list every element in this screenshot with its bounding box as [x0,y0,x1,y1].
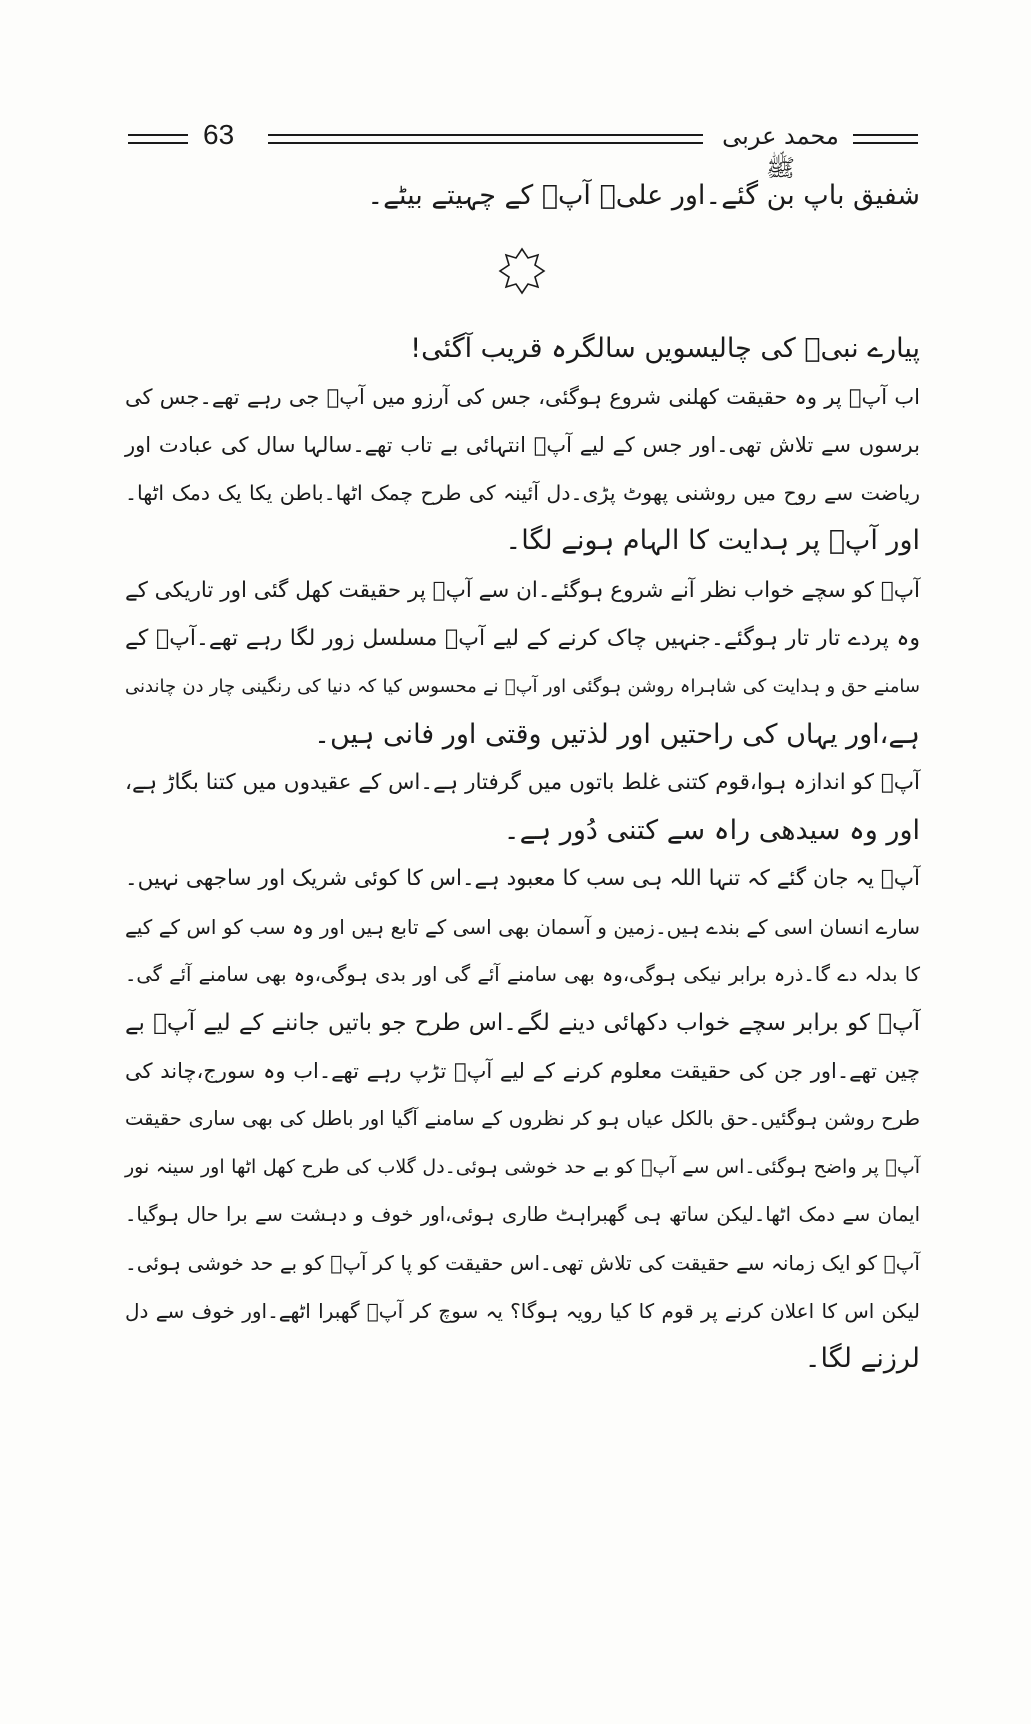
text-line: اور آپؐ پر ہدایت کا الہام ہونے لگا۔ [505,525,920,556]
text-line: آپؐ یہ جان گئے کہ تنہا اللہ ہی سب کا معبود ہے۔اس کا کوئی شریک اور ساجھی نہیں۔ [125,866,920,891]
running-title: محمد عربی ﷺ [722,122,839,182]
text-line: وہ پردے تار تار ہوگئے۔جنہیں چاک کرنے کے لیے آپؐ مسلسل زور لگا رہے تھے۔آپؐ کے [125,626,920,651]
text-line: لیکن اس کا اعلان کرنے پر قوم کا کیا رویہ ہوگا؟ یہ سوچ کر آپؐ گھبرا اٹھے۔اور خوف سے دل [125,1299,920,1323]
text-line: شفیق باپ بن گئے۔اور علیؓ آپؐ کے چہیتے بیٹے۔ [367,180,920,211]
text-line: آپؐ کو اندازہ ہوا،قوم کتنی غلط باتوں میں گرفتار ہے۔اس کے عقیدوں میں کتنا بگاڑ ہے، [125,770,920,795]
text-line: ایمان سے دمک اٹھا۔لیکن ساتھ ہی گھبراہٹ طاری ہوئی،اور خوف و دہشت سے برا حال ہوگیا۔ [125,1203,920,1226]
text-line: طرح روشن ہوگئیں۔حق بالکل عیاں ہو کر نظروں کے سامنے آگیا اور باطل کی بھی ساری حقیقت [125,1107,920,1130]
text-line: سارے انسان اسی کے بندے ہیں۔زمین و آسمان بھی اسی کے تابع ہیں اور وہ سب کو اس کے کیے [125,915,920,939]
eight-point-star-ornament-icon [497,246,547,296]
text-line: آپؐ کو برابر سچے خواب دکھائی دینے لگے۔اس طرح جو باتیں جاننے کے لیے آپؐ بے [125,1010,920,1036]
text-line: چین تھے۔اور جن کی حقیقت معلوم کرنے کے لیے آپؐ تڑپ رہے تھے۔اب وہ سورج،چاند کی [125,1059,920,1083]
text-line: آپؐ کو سچے خواب نظر آنے شروع ہوگئے۔ان سے آپؐ پر حقیقت کھل گئی اور تاریکی کے [125,578,920,603]
text-line: ریاضت سے روح میں روشنی پھوٹ پڑی۔دل آئینہ کی طرح چمک اٹھا۔باطن یکا یک دمک اٹھا۔ [125,481,920,505]
text-line: اب آپؐ پر وہ حقیقت کھلنی شروع ہوگئی، جس کی آرزو میں آپؐ جی رہے تھے۔جس کی [125,385,920,409]
text-line: لرزنے لگا۔ [804,1343,920,1374]
body-text [125,0,920,1724]
text-line: سامنے حق و ہدایت کی شاہراہ روشن ہوگئی اور آپؐ نے محسوس کیا کہ دنیا کی رنگینی چار دن چاندنی [125,676,920,697]
text-line: آپؐ پر واضح ہوگئی۔اس سے آپؐ کو بے حد خوشی ہوئی۔دل گلاب کی طرح کھل اٹھا اور سینہ نور [125,1156,921,1178]
page-number: 63 [203,119,235,150]
text-line: برسوں سے تلاش تھی۔اور جس کے لیے آپؐ انتہائی بے تاب تھے۔سالہا سال کی عبادت اور [125,433,920,457]
text-line: کا بدلہ دے گا۔ذرہ برابر نیکی ہوگی،وہ بھی سامنے آئے گی اور بدی ہوگی،وہ بھی سامنے آئے گی۔ [125,963,920,986]
text-line: آپؐ کو ایک زمانہ سے حقیقت کی تلاش تھی۔اس حقیقت کو پا کر آپؐ کو بے حد خوشی ہوئی۔ [125,1251,920,1275]
text-line: پیارے نبیؐ کی چالیسویں سالگرہ قریب آگئی! [410,333,920,364]
text-line: اور وہ سیدھی راہ سے کتنی دُور ہے۔ [503,815,920,846]
text-line: ہے،اور یہاں کی راحتیں اور لذتیں وقتی اور فانی ہیں۔ [314,719,920,750]
